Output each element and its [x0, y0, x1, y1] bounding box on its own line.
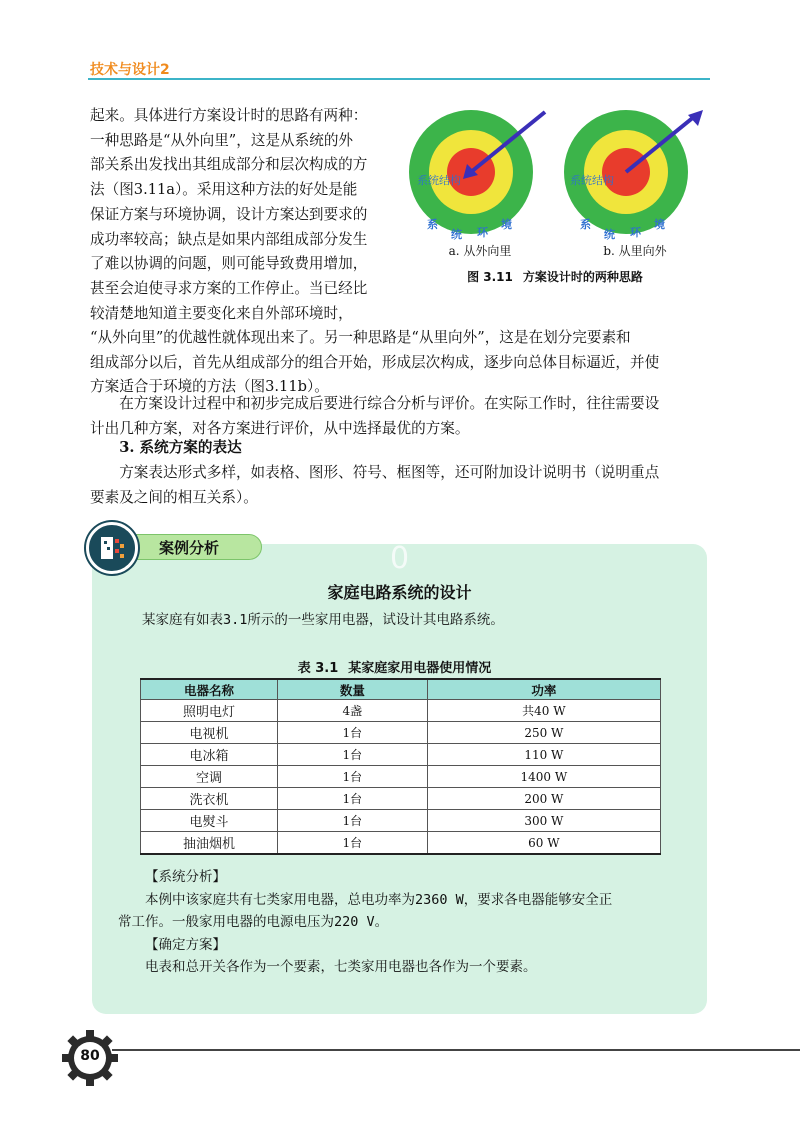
appliance-quantity: 1台: [277, 832, 427, 855]
appliance-power: 共40 W: [427, 700, 660, 722]
appliance-name: 电熨斗: [141, 810, 278, 832]
figure-label-a: a. 从外向里: [448, 244, 512, 258]
text-line: 计出几种方案，对各方案进行评价，从中选择最优的方案。: [90, 419, 470, 437]
appliance-quantity: 1台: [277, 788, 427, 810]
env-char: 统: [604, 228, 615, 240]
text-line: 部关系出发找出其组成部分和层次构成的方: [90, 156, 368, 174]
case-analysis-icon: [86, 522, 138, 574]
appliance-name: 电视机: [141, 722, 278, 744]
appliance-name: 洗衣机: [141, 788, 278, 810]
appliance-power: 300 W: [427, 810, 660, 832]
appliance-power: 110 W: [427, 744, 660, 766]
analysis-heading: 【系统分析】: [145, 869, 226, 885]
appliance-name: 抽油烟机: [141, 832, 278, 855]
text-line: 保证方案与环境协调，设计方案达到要求的: [90, 205, 368, 223]
text-line: 甚至会迫使寻求方案的工作停止。当已经比: [90, 279, 368, 297]
text-line: 常工作。一般家用电器的电源电压为220 V。: [118, 914, 389, 930]
table-row: [141, 744, 661, 766]
figure-number: 图 3.11: [467, 270, 513, 284]
appliance-table: [140, 678, 661, 855]
appliance-name: 照明电灯: [141, 700, 278, 722]
system-structure-label: 系统结构: [570, 174, 614, 187]
table-header-row: [141, 679, 661, 700]
case-watermark: 0: [390, 541, 410, 576]
env-char: 境: [501, 218, 512, 231]
case-analysis-tab: 案例分析: [132, 534, 262, 560]
text-line: 方案表达形式多样，如表格、图形、符号、框图等，还可附加设计说明书（说明重点: [119, 464, 660, 481]
text-line: 成功率较高；缺点是如果内部组成部分发生: [90, 230, 368, 248]
env-char: 系: [580, 218, 591, 231]
case-title: 家庭电路系统的设计: [327, 583, 472, 602]
outside-in-diagram: [405, 100, 555, 240]
table-number: 表 3.1: [297, 661, 339, 676]
case-intro: 某家庭有如表3.1所示的一些家用电器，试设计其电路系统。: [142, 612, 504, 628]
table-row: [141, 722, 661, 744]
appliance-power: 250 W: [427, 722, 660, 744]
table-caption: [92, 657, 707, 676]
table-row: [141, 832, 661, 855]
table-caption-text: 某家庭家用电器使用情况: [348, 661, 492, 676]
left-paragraph: [90, 104, 395, 326]
table-row: [141, 810, 661, 832]
env-char: 系: [427, 218, 438, 231]
text-line: 要素及之间的相互关系）。: [90, 488, 258, 506]
env-char: 境: [654, 218, 665, 231]
case-analysis-body: [118, 866, 698, 979]
column-header-name: 电器名称: [141, 679, 278, 700]
appliance-power: 200 W: [427, 788, 660, 810]
env-char: 环: [630, 226, 641, 239]
inside-out-diagram: [560, 100, 710, 240]
paragraph-expression: [90, 461, 710, 510]
text-line: 起来。具体进行方案设计时的思路有两种：: [90, 107, 368, 124]
text-line: 了难以协调的问题，则可能导致费用增加，: [90, 255, 368, 273]
figure-label-b: b. 从里向外: [603, 244, 667, 258]
appliance-name: 空调: [141, 766, 278, 788]
header-rule: [88, 78, 710, 80]
table-row: [141, 700, 661, 722]
footer-rule: [112, 1049, 800, 1051]
column-header-quantity: 数量: [277, 679, 427, 700]
appliance-power: 60 W: [427, 832, 660, 855]
section-heading: 3. 系统方案的表达: [119, 439, 242, 456]
appliance-quantity: 1台: [277, 810, 427, 832]
appliance-quantity: 1台: [277, 744, 427, 766]
text-line: 在方案设计过程中和初步完成后要进行综合分析与评价。在实际工作时，往往需要设: [119, 395, 660, 412]
text-line: 较清楚地知道主要变化来自外部环境时，: [90, 304, 353, 322]
system-structure-label: 系统结构: [417, 174, 461, 187]
table-row: [141, 766, 661, 788]
page-number: 80: [80, 1048, 100, 1064]
paragraph-outside-in-conclusion: [90, 326, 710, 400]
text-line: 组成部分以后，首先从组成部分的组合开始，形成层次构成，逐步向总体目标逼近，并使: [90, 353, 660, 371]
appliance-name: 电冰箱: [141, 744, 278, 766]
appliance-quantity: 1台: [277, 766, 427, 788]
env-char: 统: [451, 228, 462, 240]
case-icon-graphic: [89, 525, 135, 571]
text-line: 方案适合于环境的方法（图3.11b）。: [90, 378, 329, 396]
appliance-quantity: 4盏: [277, 700, 427, 722]
section-heading-block: [90, 436, 710, 461]
text-line: 法（图3.11a）。采用这种方法的好处是能: [90, 181, 358, 199]
text-line: 一种思路是“从外向里”，这是从系统的外: [90, 131, 354, 149]
env-char: 环: [477, 226, 488, 239]
column-header-power: 功率: [427, 679, 660, 700]
text-line: 电表和总开关各作为一个要素，七类家用电器也各作为一个要素。: [145, 959, 537, 975]
appliance-quantity: 1台: [277, 722, 427, 744]
running-header: 技术与设计2: [90, 62, 170, 78]
appliance-power: 1400 W: [427, 766, 660, 788]
figure-caption-text: 方案设计时的两种思路: [522, 270, 643, 284]
figure-caption: [405, 268, 715, 285]
text-line: 本例中该家庭共有七类家用电器，总电功率为2360 W，要求各电器能够安全正: [145, 891, 613, 908]
figure-3-11: [405, 100, 715, 290]
text-line: “从外向里”的优越性就体现出来了。另一种思路是“从里向外”，这是在划分完要素和: [90, 329, 631, 346]
paragraph-evaluation: [90, 392, 710, 441]
decision-heading: 【确定方案】: [145, 936, 226, 953]
table-row: [141, 788, 661, 810]
